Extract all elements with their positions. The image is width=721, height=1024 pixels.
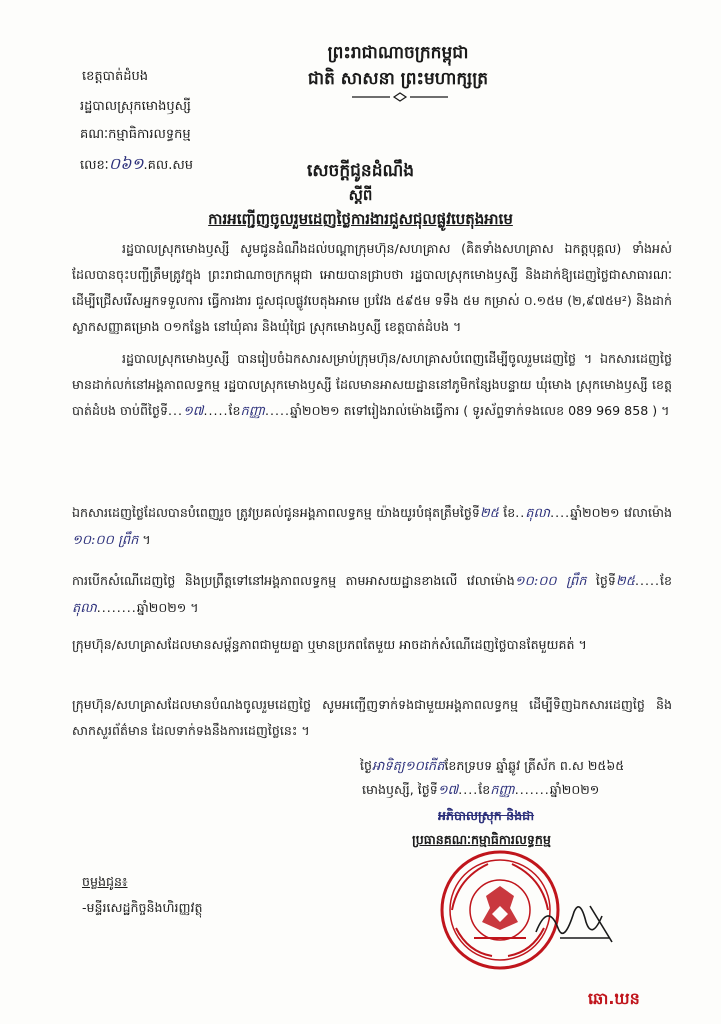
- province-name: ខេត្តបាត់ដំបង: [82, 69, 149, 84]
- sale-start-month: កញ្ញា: [240, 404, 266, 419]
- paragraph-contact: ក្រុមហ៊ុន/សហគ្រាសដែលមានបំណងចូលរួមដេញថ្លៃ សូមអញ្ជើញទាក់ទងជាមួយអង្គភាពលទ្ធកម្ម ដើម្បីទិញឯកសារដេញថ្លៃ និងសាកសួរព័ត៌មាន ដែលទាក់ទងនឹងការដេញថ្លៃនេះ ។: [72, 697, 672, 738]
- kingdom-title: ព្រះរាជាណាចក្រកម្ពុជា: [327, 43, 469, 63]
- paragraph-documents: រដ្ឋបាលស្រុកមោងឫស្សី បានរៀបចំឯកសារសម្រាប់ក្រុមហ៊ុន/សហគ្រាសបំពេញដើម្បីចូលរួមដេញថ្លៃ ។ ឯកសារដេញថ្លៃ មានដាក់លក់នៅអង្គភាពលទ្ធកម្ម រដ្ឋបាលស្រុកមោងឫស្សី ដែលមានអាសយដ្ឋាននៅភូមិកន្សែងបន្ទាយ ឃុំមោង ស្រុកមោងឫស្សី ខេត្តបាត់ដំបង ចាប់ពីថ្ងៃទី...១៧.....ខែកញ្ញា.....ឆ្នាំ២០២១ តទៅរៀងរាល់ម៉ោងធ្វើការ ( ទូរស័ព្ទទាក់ទងលេខ 089 969 858 ) ។: [72, 351, 672, 419]
- place-year: ឆ្នាំ២០២១: [549, 782, 600, 797]
- opening-month-label: ខែ: [660, 573, 672, 588]
- deadline-month-label: ខែ: [503, 505, 516, 520]
- reference-suffix: .គល.សម: [143, 158, 194, 173]
- signer-name: ឆោ.ឃន: [588, 989, 640, 1008]
- document-subject: ការអញ្ជើញចូលរួមដេញថ្លៃការងារជួសជុលផ្លូវបេតុងអាមេ: [208, 210, 513, 228]
- signer-role-1: អភិបាលស្រុក និងជា: [438, 808, 535, 823]
- cc-label: ចម្លងជូន៖: [82, 874, 128, 889]
- sale-start-year: ឆ្នាំ២០២១: [290, 403, 340, 418]
- paragraph-deadline-text: ឯកសារដេញថ្លៃដែលបានបំពេញរួច ត្រូវប្រគល់ជូនអង្គភាពលទ្ធកម្ម យ៉ាងយូរបំផុតត្រឹមថ្ងៃទី: [72, 505, 480, 520]
- deadline-year: ឆ្នាំ២០២១ វេលាម៉ោង: [570, 505, 672, 520]
- sale-month-label: ខែ: [228, 403, 241, 418]
- deadline-month: តុលា: [525, 506, 551, 521]
- place-month: កញ្ញា: [490, 783, 515, 798]
- signature-scribble-icon: [530, 892, 620, 952]
- opening-time: ១០:០០ ព្រឹក: [514, 574, 587, 589]
- paragraph-affiliation: ក្រុមហ៊ុន/សហគ្រាសដែលមានសម្ព័ន្ធភាពជាមួយគ្នា ឬមានប្រភពតែមួយ អាចដាក់សំណើដេញថ្លៃបានតែមួយគត់ ។: [72, 637, 587, 652]
- paragraph-deadline: ឯកសារដេញថ្លៃដែលបានបំពេញរួច ត្រូវប្រគល់ជូនអង្គភាពលទ្ធកម្ម យ៉ាងយូរបំផុតត្រឹមថ្ងៃទី២៥ ខែ..តុលា....ឆ្នាំ២០២១ វេលាម៉ោង ១០:០០ ព្រឹក ។: [72, 505, 672, 548]
- procurement-committee: គណៈកម្មាធិការលទ្ធកម្ម: [80, 127, 191, 142]
- opening-day-label: ថ្ងៃទី: [595, 573, 616, 588]
- contact-line: តទៅរៀងរាល់ម៉ោងធ្វើការ ( ទូរស័ព្ទទាក់ទងលេខ 089 969 858 ) ។: [343, 403, 670, 418]
- reference-handwritten: ០៦១: [108, 154, 144, 173]
- signer-role-2: ប្រធានគណៈកម្មាធិការលទ្ធកម្ម: [412, 832, 551, 847]
- deadline-time: ១០:០០ ព្រឹក: [72, 533, 139, 548]
- deadline-day: ២៥: [479, 506, 499, 521]
- lunar-date-rest: ខែភទ្របទ ឆ្នាំឆ្លូវ ត្រីស័ក ព.ស ២៥៦៥: [444, 758, 625, 773]
- deadline-end: ។: [142, 532, 151, 547]
- opening-month: តុលា: [72, 601, 97, 616]
- document-title: សេចក្តីជូនដំណឹង: [306, 161, 415, 181]
- cc-recipient: -មន្ទីរសេដ្ឋកិច្ចនិងហិរញ្ញវត្ថុ: [82, 900, 203, 915]
- place-month-label: ខែ: [478, 782, 491, 797]
- opening-day: ២៥: [615, 574, 635, 589]
- paragraph-opening-text: ការបើកសំណើដេញថ្លៃ និងប្រព្រឹត្តទៅនៅអង្គភាពលទ្ធកម្ម តាមអាសយដ្ឋានខាងលើ វេលាម៉ោង: [72, 573, 515, 588]
- national-motto: ជាតិ សាសនា ព្រះមហាក្សត្រ: [307, 69, 489, 89]
- paragraph-documents-text: រដ្ឋបាលស្រុកមោងឫស្សី បានរៀបចំឯកសារសម្រាប់ក្រុមហ៊ុន/សហគ្រាសបំពេញដើម្បីចូលរួមដេញថ្លៃ ។ ឯកសារដេញថ្លៃ មានដាក់លក់នៅអង្គភាពលទ្ធកម្ម រដ្ឋបាលស្រុកមោងឫស្សី ដែលមានអាសយដ្ឋាននៅភូមិកន្សែងបន្ទាយ ឃុំមោង ស្រុកមោងឫស្សី ខេត្តបាត់ដំបង ចាប់ពីថ្ងៃទី: [72, 351, 672, 418]
- opening-year: ឆ្នាំ២០២១ ។: [136, 600, 199, 615]
- lunar-day-handwritten: អាទិត្យ១០កើត: [372, 759, 445, 774]
- document-subtitle: ស្តីពី: [348, 186, 373, 204]
- lunar-date-prefix: ថ្ងៃ: [360, 758, 372, 773]
- paragraph-intro: រដ្ឋបាលស្រុកមោងឫស្សី សូមជូនដំណឹងដល់បណ្តាក្រុមហ៊ុន/សហគ្រាស (គិតទាំងសហគ្រាស ឯកត្តបុគ្គល) ទាំងអស់ ដែលបានចុះបញ្ជីត្រឹមត្រូវក្នុង ព្រះរាជាណាចក្រកម្ពុជា អោយបានជ្រាបថា រដ្ឋបាលស្រុកមោងឫស្សី និងដាក់ឱ្យដេញថ្លៃជាសាធារណៈ ដើម្បីជ្រើសរើសអ្នកទទួលការ ធ្វើការងារ ជួសជុលផ្លូវបេតុងអាមេ ប្រវែង ៥៩៥ម ទទឹង ៥ម កម្រាស់ ០.១៥ម (២,៩៧៥ម²) និងដាក់ស្លាកសញ្ញាគម្រោង ០១កន្លែង នៅឃុំគារ និងឃុំជ្រៃ ស្រុកមោងឫស្សី ខេត្តបាត់ដំបង ។: [72, 241, 672, 334]
- place-day: ១៧: [437, 783, 459, 798]
- district-admin: រដ្ឋបាលស្រុកមោងឫស្សី: [80, 99, 191, 114]
- reference-label: លេខៈ: [80, 158, 109, 173]
- sale-start-day: ១៧: [182, 404, 204, 419]
- lunar-date: [360, 758, 624, 777]
- paragraph-opening: ការបើកសំណើដេញថ្លៃ និងប្រព្រឹត្តទៅនៅអង្គភាពលទ្ធកម្ម តាមអាសយដ្ឋានខាងលើ វេលាម៉ោង១០:០០ ព្រឹក ថ្ងៃទី២៥.....ខែតុលា........ឆ្នាំ២០២១ ។: [72, 573, 672, 616]
- ornament-divider-icon: [350, 92, 450, 102]
- place-date: មោងឫស្សី, ថ្ងៃទី១៧....ខែកញ្ញា.......ឆ្នាំ២០២១: [362, 782, 600, 798]
- place-date-label: មោងឫស្សី, ថ្ងៃទី: [362, 782, 438, 797]
